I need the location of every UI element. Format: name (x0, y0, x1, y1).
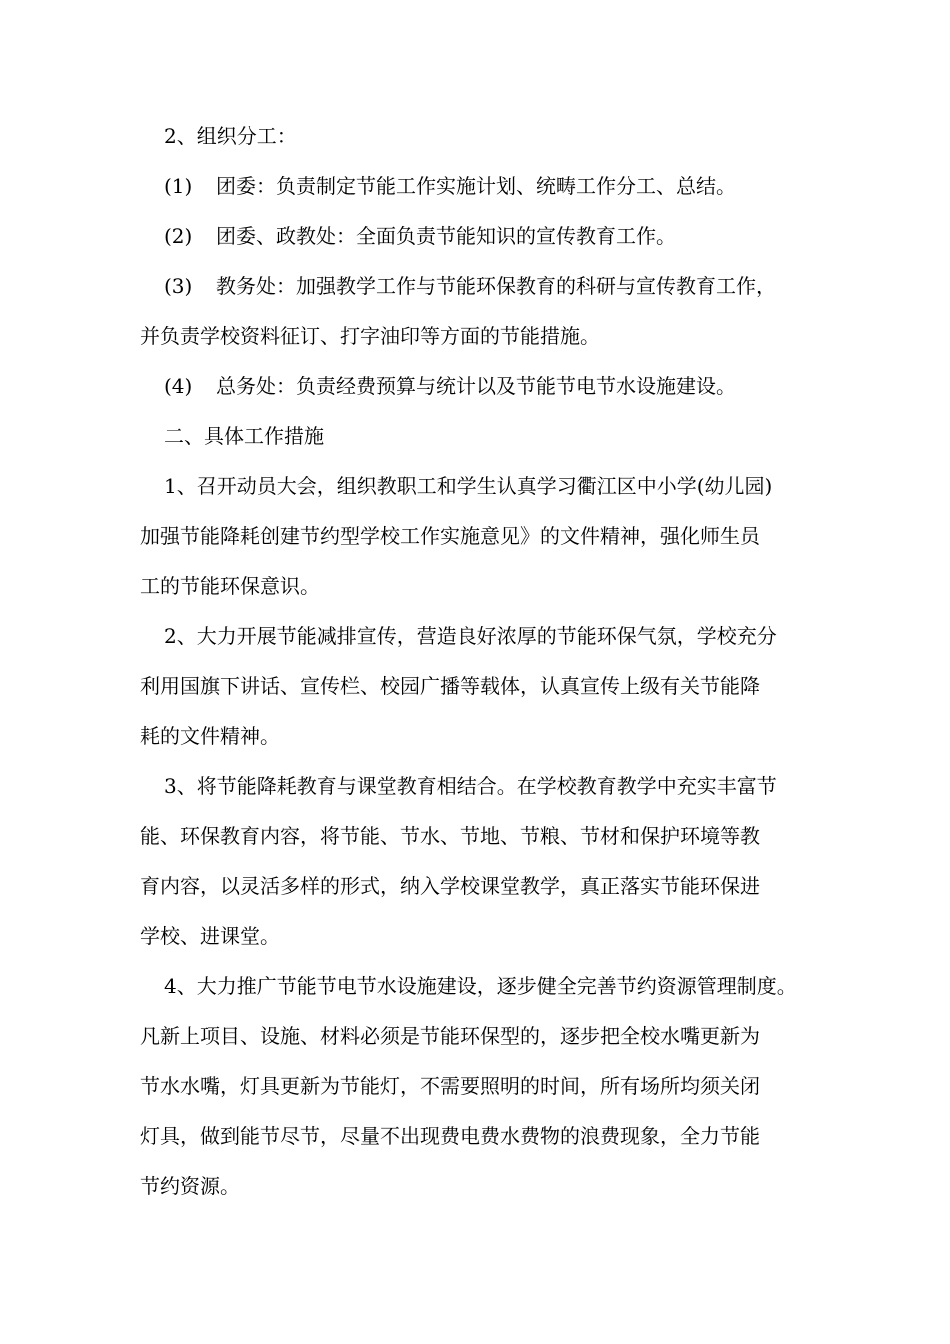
list-text: 总务处：负责经费预算与统计以及节能节电节水设施建设。 (216, 374, 736, 398)
paragraph-2-line: 利用国旗下讲话、宣传栏、校园广播等载体，认真宣传上级有关节能降 (140, 674, 760, 698)
section-heading: 二、具体工作措施 (164, 424, 324, 448)
paragraph-4-line: 节水水嘴，灯具更新为节能灯，不需要照明的时间，所有场所均须关闭 (140, 1074, 760, 1098)
list-item-4 (164, 372, 864, 400)
paragraph-3-line: 学校、进课堂。 (140, 924, 280, 948)
paragraph-2-line: 2、大力开展节能减排宣传，营造良好浓厚的节能环保气氛，学校充分 (164, 624, 777, 648)
list-text: 团委：负责制定节能工作实施计划、统畴工作分工、总结。 (216, 174, 736, 198)
paragraph-4-line: 灯具，做到能节尽节，尽量不出现费电费水费物的浪费现象，全力节能 (140, 1124, 760, 1148)
paragraph-3-line: 3、将节能降耗教育与课堂教育相结合。在学校教育教学中充实丰富节 (164, 774, 777, 798)
list-item-3-continuation: 并负责学校资料征订、打字油印等方面的节能措施。 (140, 324, 600, 348)
paragraph-1-line: 加强节能降耗创建节约型学校工作实施意见》的文件精神，强化师生员 (140, 524, 760, 548)
paragraph-4-line: 节约资源。 (140, 1174, 240, 1198)
paragraph-3-line: 能、环保教育内容，将节能、节水、节地、节粮、节材和保护环境等教 (140, 824, 760, 848)
paragraph-1-line: 1、召开动员大会，组织教职工和学生认真学习衢江区中小学(幼儿园) (164, 474, 773, 498)
list-text: 教务处：加强教学工作与节能环保教育的科研与宣传教育工作， (216, 274, 776, 298)
list-number: (2) (164, 224, 193, 248)
list-number: (1) (164, 174, 193, 198)
paragraph-2-line: 耗的文件精神。 (140, 724, 280, 748)
heading-organization: 2、组织分工： (164, 124, 297, 148)
list-number: (4) (164, 374, 193, 398)
list-text: 团委、政教处：全面负责节能知识的宣传教育工作。 (216, 224, 676, 248)
list-item-2 (164, 222, 864, 250)
paragraph-4-line: 凡新上项目、设施、材料必须是节能环保型的，逐步把全校水嘴更新为 (140, 1024, 760, 1048)
list-item-1 (164, 172, 864, 200)
paragraph-1-line: 工的节能环保意识。 (140, 574, 320, 598)
list-number: (3) (164, 274, 193, 298)
list-item-3 (164, 272, 864, 300)
paragraph-4-line: 4、大力推广节能节电节水设施建设，逐步健全完善节约资源管理制度。 (164, 974, 797, 998)
paragraph-3-line: 育内容，以灵活多样的形式，纳入学校课堂教学，真正落实节能环保进 (140, 874, 760, 898)
